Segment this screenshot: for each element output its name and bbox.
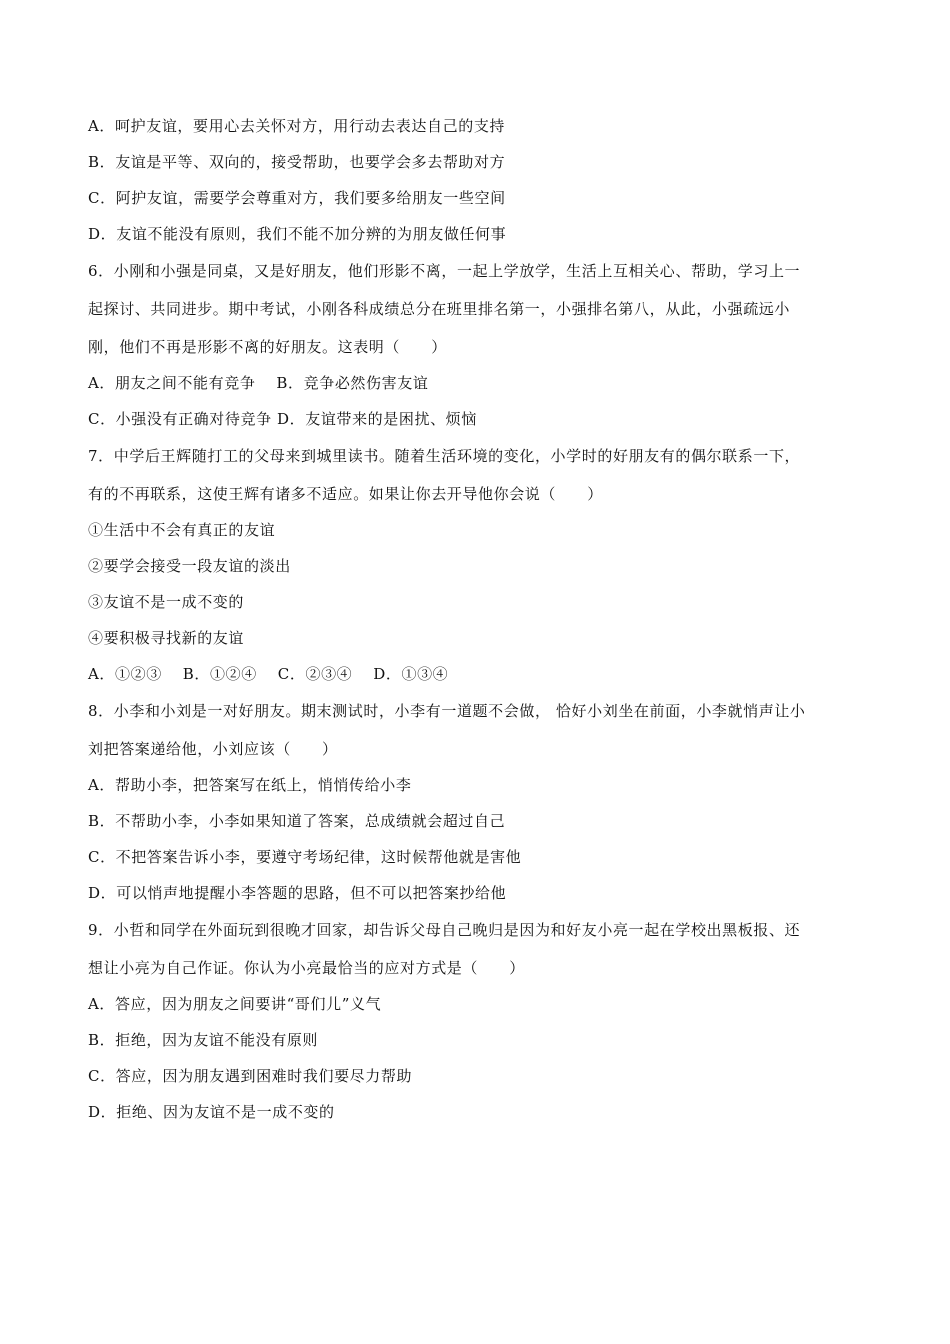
q7-options: A．①②③ B．①②④ C．②③④ D．①③④ (88, 665, 449, 683)
q8-option-c: C．不把答案告诉小李，要遵守考场纪律，这时候帮他就是害他 (88, 848, 522, 866)
q8-stem-line-2: 刘把答案递给他，小刘应该（ ） (88, 740, 338, 758)
q6-stem-line-2: 起探讨、共同进步。期中考试，小刚各科成绩总分在班里排名第一，小强排名第八，从此，小强疏远小 (88, 300, 791, 318)
q6-stem-line-3: 刚，他们不再是形影不离的好朋友。这表明（ ） (88, 338, 447, 356)
q7-stem-line-1: 7．中学后王辉随打工的父母来到城里读书。随着生活环境的变化，小学时的好朋友有的偶尔联系一下， (88, 447, 801, 465)
q7-statement-2: ②要学会接受一段友谊的淡出 (88, 557, 291, 575)
q6-options-line-2: C．小强没有正确对待竞争 D．友谊带来的是困扰、烦恼 (88, 410, 477, 428)
q9-option-b: B．拒绝，因为友谊不能没有原则 (88, 1031, 319, 1049)
q6-options-line-1: A．朋友之间不能有竞争 B．竞争必然伤害友谊 (88, 374, 429, 392)
q8-stem-line-1: 8．小李和小刘是一对好朋友。期末测试时，小李有一道题不会做， 恰好小刘坐在前面，小李就悄声让小 (88, 702, 806, 720)
q5-option-b: B．友谊是平等、双向的，接受帮助，也要学会多去帮助对方 (88, 153, 506, 171)
q9-option-c: C．答应，因为朋友遇到困难时我们要尽力帮助 (88, 1067, 413, 1085)
q9-stem-line-1: 9．小哲和同学在外面玩到很晚才回家，却告诉父母自己晚归是因为和好友小亮一起在学校出黑板报、还 (88, 921, 801, 939)
q7-statement-3: ③友谊不是一成不变的 (88, 593, 245, 611)
q7-statement-1: ①生活中不会有真正的友谊 (88, 521, 276, 539)
q7-stem-line-2: 有的不再联系，这使王辉有诸多不适应。如果让你去开导他你会说（ ） (88, 485, 603, 503)
q5-option-a: A．呵护友谊，要用心去关怀对方，用行动去表达自己的支持 (88, 117, 506, 135)
q9-stem-line-2: 想让小亮为自己作证。你认为小亮最恰当的应对方式是（ ） (88, 959, 525, 977)
q9-option-d: D．拒绝、因为友谊不是一成不变的 (88, 1103, 335, 1121)
q9-option-a: A．答应，因为朋友之间要讲“哥们儿”义气 (88, 995, 382, 1013)
q5-option-d: D．友谊不能没有原则，我们不能不加分辨的为朋友做任何事 (88, 225, 507, 243)
q8-option-b: B．不帮助小李，小李如果知道了答案，总成绩就会超过自己 (88, 812, 506, 830)
q5-option-c: C．阿护友谊，需要学会尊重对方，我们要多给朋友一些空间 (88, 189, 506, 207)
q7-statement-4: ④要积极寻找新的友谊 (88, 629, 245, 647)
q8-option-a: A．帮助小李，把答案写在纸上，悄悄传给小李 (88, 776, 412, 794)
q8-option-d: D．可以悄声地提醒小李答题的思路，但不可以把答案抄给他 (88, 884, 507, 902)
q6-stem-line-1: 6．小刚和小强是同桌，又是好朋友，他们形影不离，一起上学放学，生活上互相关心、帮助，学习上一 (88, 262, 801, 280)
